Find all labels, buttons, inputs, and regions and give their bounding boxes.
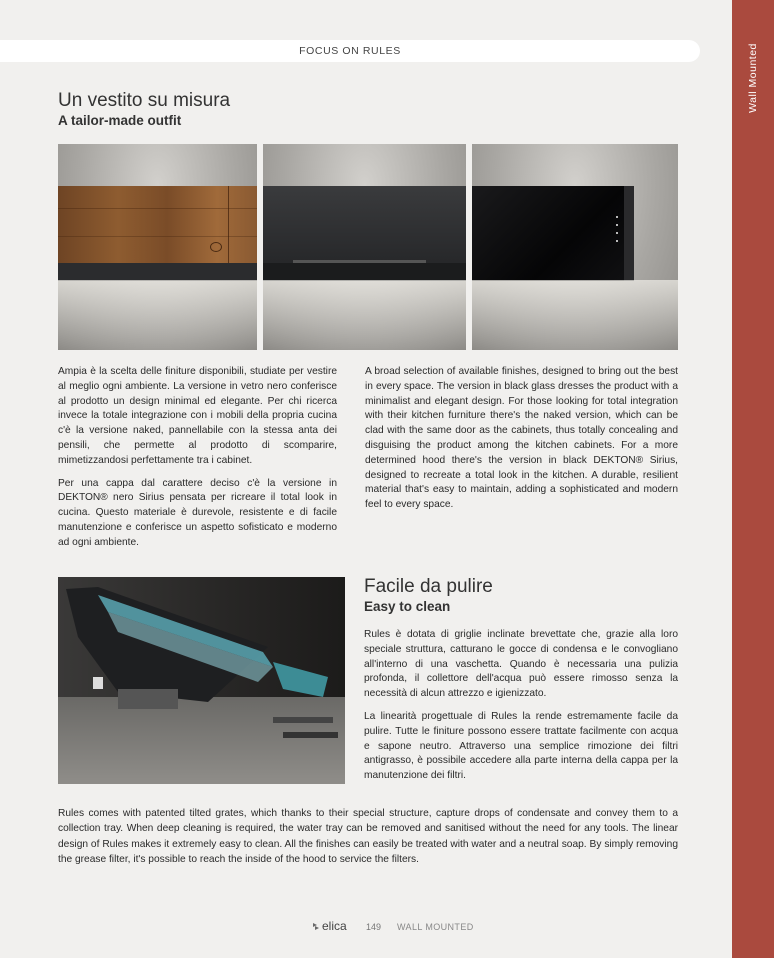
section2-text-en: Rules comes with patented tilted grates, which thanks to their special structure, capture drops of condensate and convey them to a collection tray. When deep cleaning is required, the water tray can be removed and sanitised without the need for any tools. The linear design of Rules makes it extremely easy to clean. All the finishes can easily be treated with water and a neutral soap. By simply removing the grease filter, it's possible to reach the inside of the hood to service the filters.: [58, 808, 678, 866]
grease-filter-photo: [58, 577, 345, 784]
section2-title-it: Facile da pulire: [364, 576, 493, 597]
paragraph: Ampia è la scelta delle finiture disponibili, studiate per vestire al meglio ogni ambiente. La versione in vetro nero conferisce al prodotto un design minimal ed elegante. Per chi ricerca invece la totale integrazione con i mobili della propria cucina c'è la versione naked, pannellabile con la stessa anta dei pensili, che permette al prodotto di scomparire, mimetizzandosi perfettamente tra i cabinet.: [58, 366, 337, 466]
page-number: 149: [366, 922, 382, 932]
section2-text-it: [364, 628, 678, 792]
section1-title-en: A tailor-made outfit: [58, 113, 182, 128]
section1-title-it: Un vestito su misura: [58, 90, 231, 111]
section2-title-en: Easy to clean: [364, 599, 451, 614]
side-tab-label: Wall Mounted: [747, 43, 759, 113]
wood-finish-photo: [58, 144, 257, 350]
footer-label: WALL MOUNTED: [397, 922, 474, 932]
brand-logo: [312, 919, 347, 933]
section1-text-en: [365, 365, 678, 521]
section1-text-it: [58, 365, 337, 559]
paragraph: La linearità progettuale di Rules la rende estremamente facile da pulire. Tutte le finiture possono essere trattate facilmente con acqua e sapone neutro. Attraverso una semplice rimozione dei filtri antigrasso, è possibile accedere alla parte interna della cappa per la manutenzione dei filtri.: [364, 710, 678, 782]
brand-name: elica: [322, 919, 347, 933]
paragraph: A broad selection of available finishes, designed to bring out the best in every space. The version in black glass dresses the product with a minimalist and elegant design. For those looking for total integration with their kitchen furniture there's the naked version, which can be clad with the same door as the cabinets, thus totally concealing and disguising the product among the kitchen cabinets. For a more determined hood there's the version in black DEKTON® Sirius, designed to recreate a total look in the kitchen. A durable, resilient material that's easy to maintain, adding a sophisticated and modern feel to every space.: [365, 366, 678, 511]
footer: [0, 918, 732, 934]
elica-logo-icon: [312, 922, 320, 931]
paragraph: Per una cappa dal carattere deciso c'è la versione in DEKTON® nero Sirius pensata per ricreare il total look in cucina. Questo materiale è durevole, resistente e di facile manutenzione e conferisce un aspetto sofisticato e moderno ad ogni ambiente.: [58, 477, 337, 548]
paragraph: Rules è dotata di griglie inclinate brevettate che, grazie alla loro speciale struttura, catturano le gocce di condensa e le convogliano all'interno di una vaschetta. Quando è necessaria una pulizia profonda, il collettore dell'acqua può essere rimosso senza la necessità di alcun attrezzo e igienizzato.: [364, 629, 678, 700]
header-bar: [0, 40, 700, 62]
black-glass-finish-photo: [472, 144, 678, 350]
section-label: FOCUS ON RULES: [299, 45, 401, 57]
side-tab: [732, 0, 774, 958]
dekton-finish-photo: [263, 144, 466, 350]
